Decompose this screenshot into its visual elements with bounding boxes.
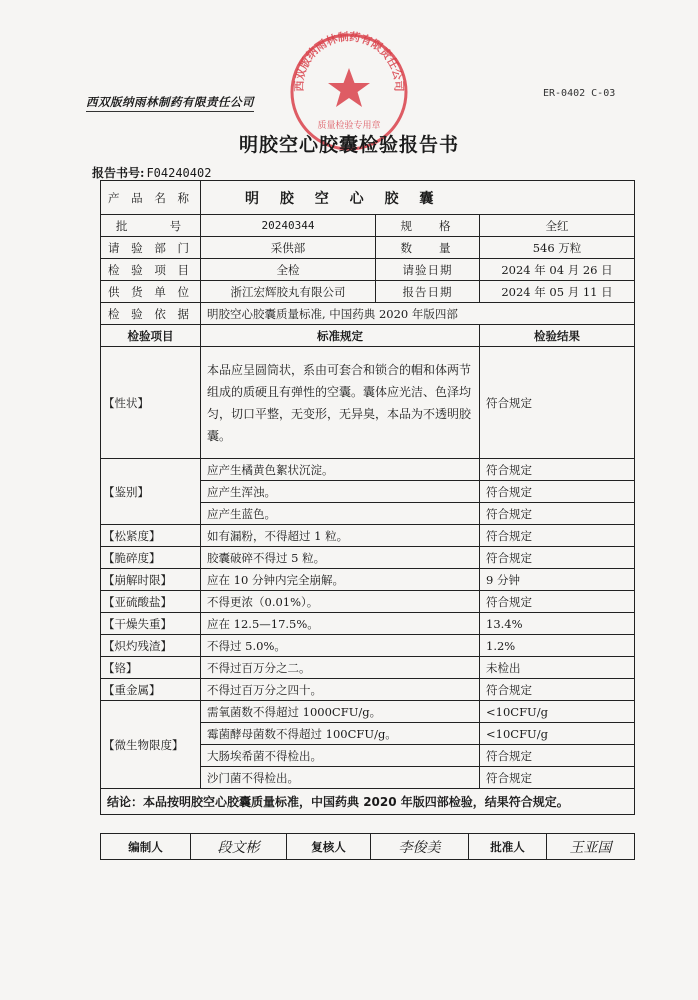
test-standard: 霉菌酵母菌数不得超过 100CFU/g。 [201,723,480,745]
test-row-residue [101,635,635,657]
inspection-table [100,180,635,815]
basis-label: 检 验 依 据 [101,303,201,325]
approved-by-label: 批准人 [469,834,547,860]
test-result: 符合规定 [480,591,635,613]
test-result: 符合规定 [480,525,635,547]
test-item: 【脆碎度】 [101,547,201,569]
approved-by-signature: 王亚国 [547,834,635,860]
req-date-value: 2024 年 04 月 26 日 [480,259,635,281]
items-value: 全检 [201,259,376,281]
supplier-value: 浙江宏辉胶丸有限公司 [201,281,376,303]
test-standard: 不得更浓（0.01%）。 [201,591,480,613]
test-row-chromium [101,657,635,679]
product-row [101,181,635,215]
test-result: <10CFU/g [480,701,635,723]
product-name: 明 胶 空 心 胶 囊 [201,181,635,215]
conclusion-text: 本品按明胶空心胶囊质量标准，中国药典 2020 年版四部检验，结果符合规定。 [143,795,569,809]
dept-row [101,237,635,259]
header-item: 检验项目 [101,325,201,347]
items-label: 检 验 项 目 [101,259,201,281]
reviewed-by-label: 复核人 [287,834,371,860]
test-result: 符合规定 [480,745,635,767]
test-result: 符合规定 [480,459,635,481]
svg-text:质量检验专用章: 质量检验专用章 [317,121,381,131]
test-result: 符合规定 [480,347,635,459]
test-result: <10CFU/g [480,723,635,745]
test-row-sulfite [101,591,635,613]
test-item: 【炽灼残渣】 [101,635,201,657]
test-item: 【亚硫酸盐】 [101,591,201,613]
signature-row [101,834,635,860]
spec-value: 全红 [480,215,635,237]
test-standard: 应产生浑浊。 [201,481,480,503]
report-date-label: 报告日期 [376,281,480,303]
test-standard: 应在 12.5—17.5%。 [201,613,480,635]
test-standard: 不得过百万分之二。 [201,657,480,679]
items-row [101,259,635,281]
conclusion-row [101,789,635,815]
test-result: 9 分钟 [480,569,635,591]
test-standard: 不得过 5.0%。 [201,635,480,657]
test-row-drying-loss [101,613,635,635]
report-number-value: F04240402 [146,166,212,180]
svg-text:西双版纳雨林制药有限责任公司: 西双版纳雨林制药有限责任公司 [292,30,406,92]
test-standard: 如有漏粉，不得超过 1 粒。 [201,525,480,547]
test-row-appearance [101,347,635,459]
conclusion-label: 结论： [107,795,144,809]
test-item: 【鉴别】 [101,459,201,525]
test-standard: 应在 10 分钟内完全崩解。 [201,569,480,591]
basis-row [101,303,635,325]
conclusion [101,789,635,815]
signature-table [100,833,635,860]
supplier-label: 供 货 单 位 [101,281,201,303]
test-item: 【干燥失重】 [101,613,201,635]
test-result: 未检出 [480,657,635,679]
test-row-tightness [101,525,635,547]
batch-row [101,215,635,237]
test-standard: 应产生橘黄色絮状沉淀。 [201,459,480,481]
supplier-row [101,281,635,303]
reviewed-by-signature: 李俊美 [371,834,469,860]
prepared-by-label: 编制人 [101,834,191,860]
test-item: 【性状】 [101,347,201,459]
spec-label: 规 格 [376,215,480,237]
test-row-friability [101,547,635,569]
req-date-label: 请验日期 [376,259,480,281]
dept-label: 请 验 部 门 [101,237,201,259]
test-standard: 大肠埃希菌不得检出。 [201,745,480,767]
company-name: 西双版纳雨林制药有限责任公司 [86,94,254,112]
qty-value: 546 万粒 [480,237,635,259]
product-label: 产 品 名 称 [101,181,201,215]
test-result: 符合规定 [480,767,635,789]
report-number [92,164,211,181]
test-result: 符合规定 [480,547,635,569]
test-item: 【重金属】 [101,679,201,701]
qty-label: 数 量 [376,237,480,259]
batch-value: 20240344 [201,215,376,237]
test-item: 【铬】 [101,657,201,679]
header-result: 检验结果 [480,325,635,347]
results-header-row [101,325,635,347]
batch-label: 批 号 [101,215,201,237]
test-result: 符合规定 [480,481,635,503]
test-standard: 胶囊破碎不得过 5 粒。 [201,547,480,569]
header-standard: 标准规定 [201,325,480,347]
test-row-heavy-metals [101,679,635,701]
prepared-by-signature: 段文彬 [191,834,287,860]
test-result: 13.4% [480,613,635,635]
test-row-identification [101,459,635,481]
document-code: ER-0402 C-03 [543,88,616,99]
test-result: 1.2% [480,635,635,657]
test-standard: 本品应呈圆筒状，系由可套合和锁合的帽和体两节组成的质硬且有弹性的空囊。囊体应光洁、色泽均匀，切口平整，无变形，无异臭，本品为不透明胶囊。 [201,347,480,459]
test-standard: 不得过百万分之四十。 [201,679,480,701]
test-row-microbial-a [101,701,635,723]
dept-value: 采供部 [201,237,376,259]
report-date-value: 2024 年 05 月 11 日 [480,281,635,303]
report-number-label: 报告书号: [92,166,145,180]
test-standard: 需氧菌数不得超过 1000CFU/g。 [201,701,480,723]
report-title: 明胶空心胶囊检验报告书 [238,134,459,156]
test-item: 【松紧度】 [101,525,201,547]
test-standard: 应产生蓝色。 [201,503,480,525]
test-item: 【崩解时限】 [101,569,201,591]
test-result: 符合规定 [480,679,635,701]
basis-value: 明胶空心胶囊质量标准, 中国药典 2020 年版四部 [201,303,635,325]
test-row-disintegration [101,569,635,591]
test-result: 符合规定 [480,503,635,525]
test-item: 【微生物限度】 [101,701,201,789]
test-standard: 沙门菌不得检出。 [201,767,480,789]
